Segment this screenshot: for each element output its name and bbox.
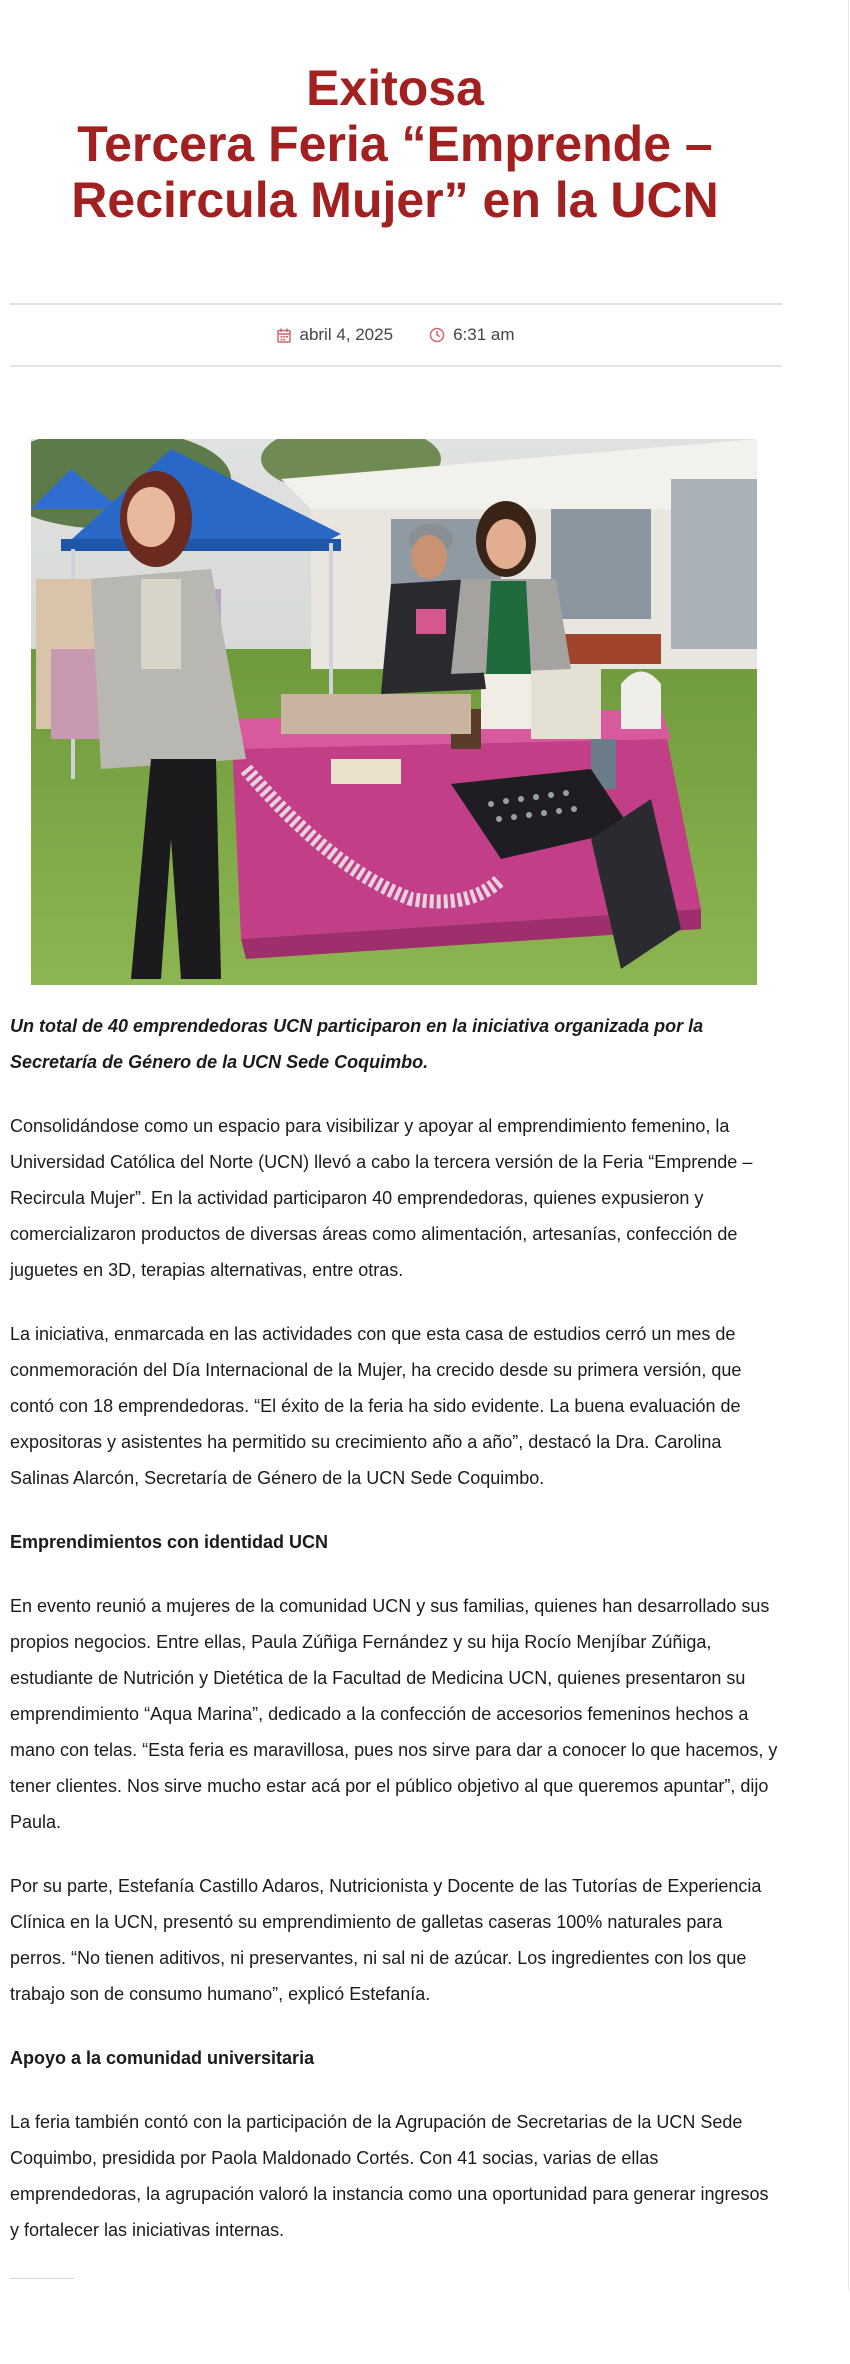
post-time xyxy=(429,325,514,345)
article-featured-photo xyxy=(31,439,757,985)
post-time-text: 6:31 am xyxy=(453,325,515,344)
title-line: Exitosa xyxy=(306,60,484,116)
article-paragraph: La iniciativa, enmarcada en las actividades con que esta casa de estudios cerró un mes de conmemoración del Día Internacional de la Mujer, ha crecido desde su primera versión, que contó con 18 emprendedoras. “El éxito de la feria ha sido evidente. La buena evaluación de expositoras y asistentes ha permitido su crecimiento año a año”, destacó la Dra. Carolina Salinas Alarcón, Secretaría de Género de la UCN Sede Coquimbo. xyxy=(10,1324,742,1488)
article-paragraph: En evento reunió a mujeres de la comunidad UCN y sus familias, quienes han desarrollado sus propios negocios. Entre ellas, Paula Zúñiga Fernández y su hija Rocío Menjíbar Zúñiga, estudiante de Nutrición y Dietética de la Facultad de Medicina UCN, quienes presentaron su emprendimiento “Aqua Marina”, dedicado a la confección de accesorios femeninos hechos a mano con telas. “Esta feria es maravillosa, pues nos sirve para dar a conocer lo que hacemos, y tener clientes. Nos sirve mucho estar acá por el público objetivo al que queremos apuntar”, dijo Paula. xyxy=(10,1596,778,1832)
section-heading: Apoyo a la comunidad universitaria xyxy=(10,2048,315,2068)
calendar-icon xyxy=(277,328,291,343)
article-paragraph: Consolidándose como un espacio para visibilizar y apoyar al emprendimiento femenino, la Universidad Católica del Norte (UCN) llevó a cabo la tercera versión de la Feria “Emprende – Recircula Mujer”. En la actividad participaron 40 emprendedoras, quienes expusieron y comercializaron productos de diversas áreas como alimentación, artesanías, confección de juguetes en 3D, terapias alternativas, entre otras. xyxy=(10,1116,753,1280)
clock-icon xyxy=(429,327,445,343)
page-edge-divider xyxy=(848,0,849,2290)
post-date-text: abril 4, 2025 xyxy=(299,325,394,344)
article-lead: Un total de 40 emprendedoras UCN participaron en la iniciativa organizada por la Secretaría de Género de la UCN Sede Coquimbo. xyxy=(10,1016,704,1072)
post-date[interactable] xyxy=(277,325,393,345)
article-paragraph: Por su parte, Estefanía Castillo Adaros, Nutricionista y Docente de las Tutorías de Experiencia Clínica en la UCN, presentó su emprendimiento de galletas caseras 100% naturales para perros. “No tienen aditivos, ni preservantes, ni sal ni de azúcar. Los ingredientes con los que trabajo son de consumo humano”, explicó Estefanía. xyxy=(10,1876,762,2004)
post-meta xyxy=(10,303,782,367)
section-heading: Emprendimientos con identidad UCN xyxy=(10,1532,329,1552)
article-title xyxy=(0,60,790,228)
title-line: Recircula Mujer” en la UCN xyxy=(71,172,719,228)
article-end-divider xyxy=(10,2278,74,2279)
title-line: Tercera Feria “Emprende – xyxy=(77,116,713,172)
fair-stand-illustration xyxy=(31,439,757,985)
article-body xyxy=(10,1008,782,2276)
article-paragraph: La feria también contó con la participación de la Agrupación de Secretarias de la UCN Sede Coquimbo, presidida por Paola Maldonado Cortés. Con 41 socias, varias de ellas emprendedoras, la agrupación valoró la instancia como una oportunidad para generar ingresos y fortalecer las iniciativas internas. xyxy=(10,2112,769,2240)
